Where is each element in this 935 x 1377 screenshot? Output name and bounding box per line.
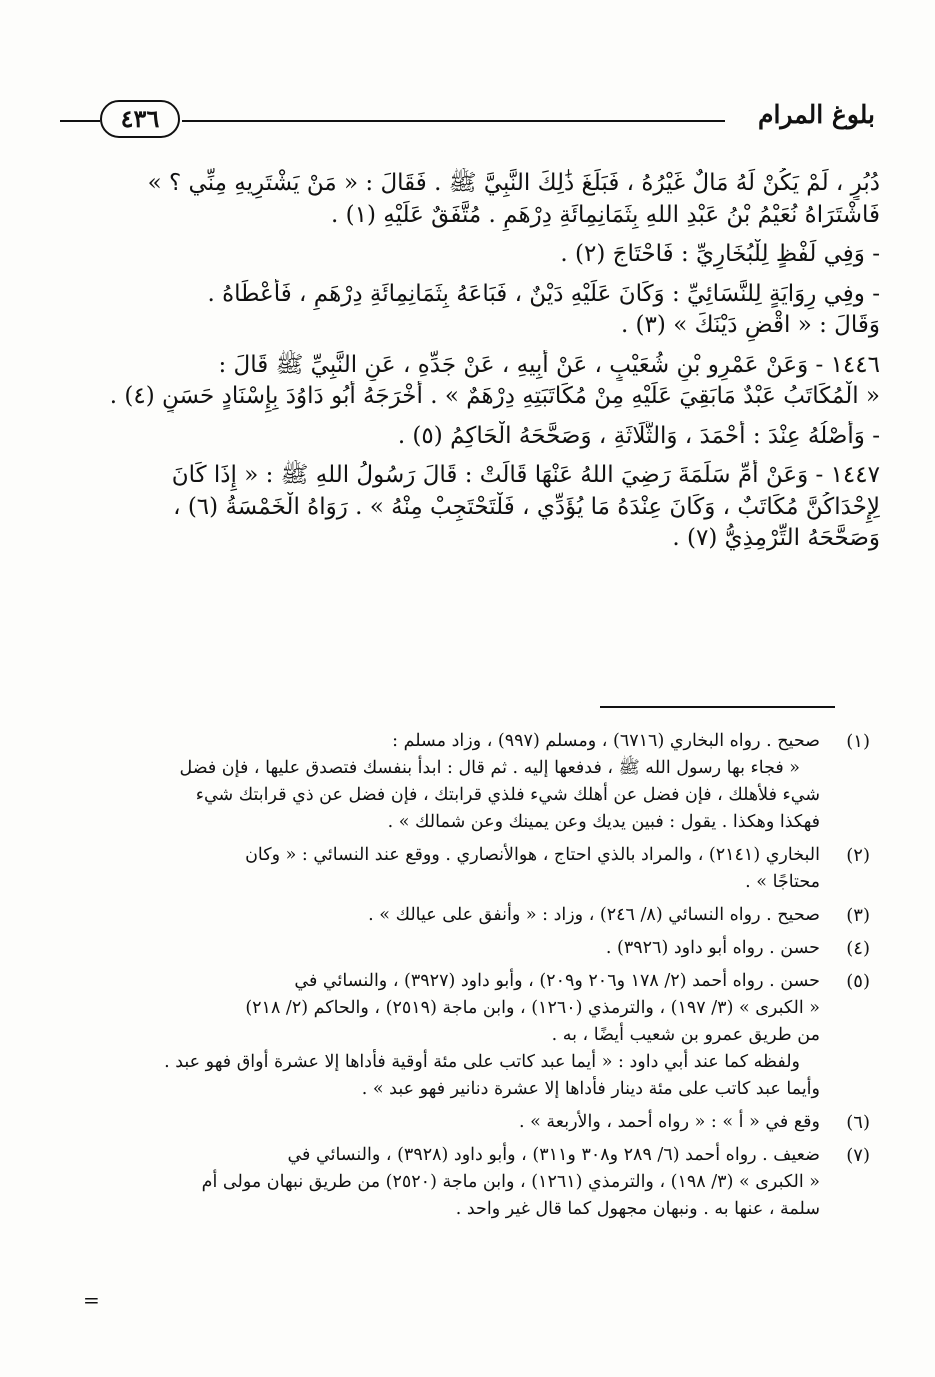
- footnote-line: وقع في « أ » : « رواه أحمد ، والأربعة » .: [519, 1112, 820, 1132]
- footnote-6: [55, 1109, 870, 1136]
- footnote-5: [55, 968, 870, 1103]
- footnote-line: « الكبرى » (٣/ ١٩٧) ، والترمذي (١٢٦٠) ، وابن ماجة (٢٥١٩) ، والحاكم (٢/ ٢١٨): [245, 998, 820, 1018]
- hadith-1447-line: ١٤٤٧ - وَعَنْ أُمِّ سَلَمَةَ رَضِيَ اللهُ عَنْهَا قَالَتْ : قَالَ رَسُولُ اللهِ ﷺ : « إِذَا كَانَ: [171, 462, 880, 488]
- footnote-line: وأيما عبد كاتب على مئة دينار فأداها إلا عشرة دنانير فهو عبد » .: [361, 1079, 820, 1099]
- footnote-line: البخاري (٢١٤١) ، والمراد بالذي احتاج ، هوالأنصاري . ووقع عند النسائي : « وكان: [245, 845, 820, 865]
- footnote-line: صحيح . رواه البخاري (٦٧١٦) ، ومسلم (٩٩٧) ، وزاد مسلم :: [392, 731, 820, 751]
- footnote-1: [55, 728, 870, 836]
- hadith-1446-line: ١٤٤٦ - وَعَنْ عَمْرِو بْنِ شُعَيْبٍ ، عَنْ أَبِيهِ ، عَنْ جَدِّهِ ، عَنِ النَّبِيِّ ﷺ قَالَ :: [218, 351, 880, 378]
- footnote-line: حسن . رواه أحمد (٢/ ١٧٨ و٢٠٦ و٢٠٩) ، وأبو داود (٣٩٢٧) ، والنسائي في: [294, 971, 820, 991]
- footnote-number: (٧): [846, 1145, 870, 1166]
- footnote-line: سلمة ، عنها به . ونبهان مجهول كما قال غير واحد .: [455, 1199, 820, 1219]
- footnote-line: محتاجًا » .: [745, 872, 820, 892]
- footnote-line: صحيح . رواه النسائي (٨/ ٢٤٦) ، وزاد : « وأنفق على عيالك » .: [368, 905, 820, 925]
- header-rule: [182, 120, 725, 122]
- text-line: فَاشْتَرَاهُ نُعَيْمُ بْنُ عَبْدِ اللهِ بِثَمَانِمِائَةِ دِرْهَمٍ . مُتَّفَقٌ عَلَيْهِ (١) .: [331, 201, 880, 228]
- text-line: وَصَحَّحَهُ التِّرْمِذِيُّ (٧) .: [672, 525, 880, 551]
- main-text: [55, 168, 880, 555]
- footnote-separator: [600, 706, 835, 708]
- footnote-line: شيء فلأهلك ، فإن فضل عن أهلك شيء فلذي قرابتك ، فإن فضل عن ذي قرابتك شيء: [195, 785, 820, 805]
- footnote-line: حسن . رواه أبو داود (٣٩٢٦) .: [605, 938, 820, 958]
- text-line: لِإِحْدَاكُنَّ مُكَاتَبٌ ، وَكَانَ عِنْدَهُ مَا يُؤَدِّي ، فَلْتَحْتَجِبْ مِنْهُ » . رَوَاهُ الْخَمْسَةُ (٦) ،: [173, 493, 880, 520]
- footnotes: [55, 728, 870, 1229]
- footnote-2: [55, 842, 870, 896]
- footnote-number: (٥): [846, 971, 870, 992]
- page-header: [60, 96, 875, 146]
- text-line: « الْمُكَاتَبُ عَبْدٌ مَابَقِيَ عَلَيْهِ مِنْ مُكَاتَبَتِهِ دِرْهَمٌ » . أَخْرَجَهُ أَبُو دَاوُدَ بِإِسْنَادٍ حَسَنٍ (٤) .: [109, 383, 880, 409]
- book-title: بلوغ المرام: [757, 100, 875, 129]
- footnote-number: (١): [846, 731, 870, 752]
- footnote-line: ضعيف . رواه أحمد (٦/ ٢٨٩ و٣٠٨ و٣١١) ، وأبو داود (٣٩٢٨) ، والنسائي في: [287, 1145, 820, 1165]
- footnote-line: من طريق عمرو بن شعيب أيضًا ، به .: [551, 1025, 820, 1045]
- footnote-3: [55, 902, 870, 929]
- text-line: - وفِي رِوَايَةٍ لِلنَّسَائِيِّ : وَكَانَ عَلَيْهِ دَيْنٌ ، فَبَاعَهُ بِثَمَانِمِائَةِ دِرْهَمٍ ، فَأَعْطَاهُ .: [207, 280, 880, 307]
- text-line: وَقَالَ : « اقْضِ دَيْنَكَ » (٣) .: [620, 312, 880, 338]
- footnote-line: فهكذا وهكذا . يقول : فبين يديك وعن يمينك وعن شمالك » .: [387, 812, 820, 832]
- footnote-4: [55, 935, 870, 962]
- text-line: دُبُرٍ ، لَمْ يَكُنْ لَهُ مَالٌ غَيْرُهُ ، فَبَلَغَ ذَٰلِكَ النَّبِيَّ ﷺ . فَقَالَ : « مَنْ يَشْتَرِيهِ مِنِّي ؟ »: [147, 170, 880, 196]
- header-rule-left: [60, 120, 100, 122]
- footnote-7: [55, 1142, 870, 1223]
- text-line: - وَفِي لَفْظٍ لِلْبُخَارِيِّ : فَاحْتَاجَ (٢) .: [560, 241, 880, 267]
- footnote-number: (٤): [846, 938, 870, 959]
- footnote-number: (٦): [846, 1112, 870, 1133]
- footnote-number: (٢): [846, 845, 870, 866]
- page-number: ٤٣٦: [100, 100, 180, 138]
- footnote-line: « فجاء بها رسول الله ﷺ ، فدفعها إليه . ثم قال : ابدأ بنفسك فتصدق عليها ، فإن فضل: [179, 758, 800, 778]
- footnote-line: ولفظه كما عند أبي داود : « أيما عبد كاتب على مئة أوقية فأداها إلا عشرة أواق فهو عبد .: [164, 1052, 800, 1072]
- footnote-number: (٣): [846, 905, 870, 926]
- text-line: - وَأَصْلُهُ عِنْدَ : أَحْمَدَ ، وَالثَّلَاثَةِ ، وَصَحَّحَهُ الْحَاكِمُ (٥) .: [397, 422, 880, 449]
- footnote-line: « الكبرى » (٣/ ١٩٨) ، والترمذي (١٢٦١) ، وابن ماجة (٢٥٢٠) من طريق نبهان مولى أم: [201, 1172, 820, 1192]
- continuation-mark: =: [83, 1288, 100, 1312]
